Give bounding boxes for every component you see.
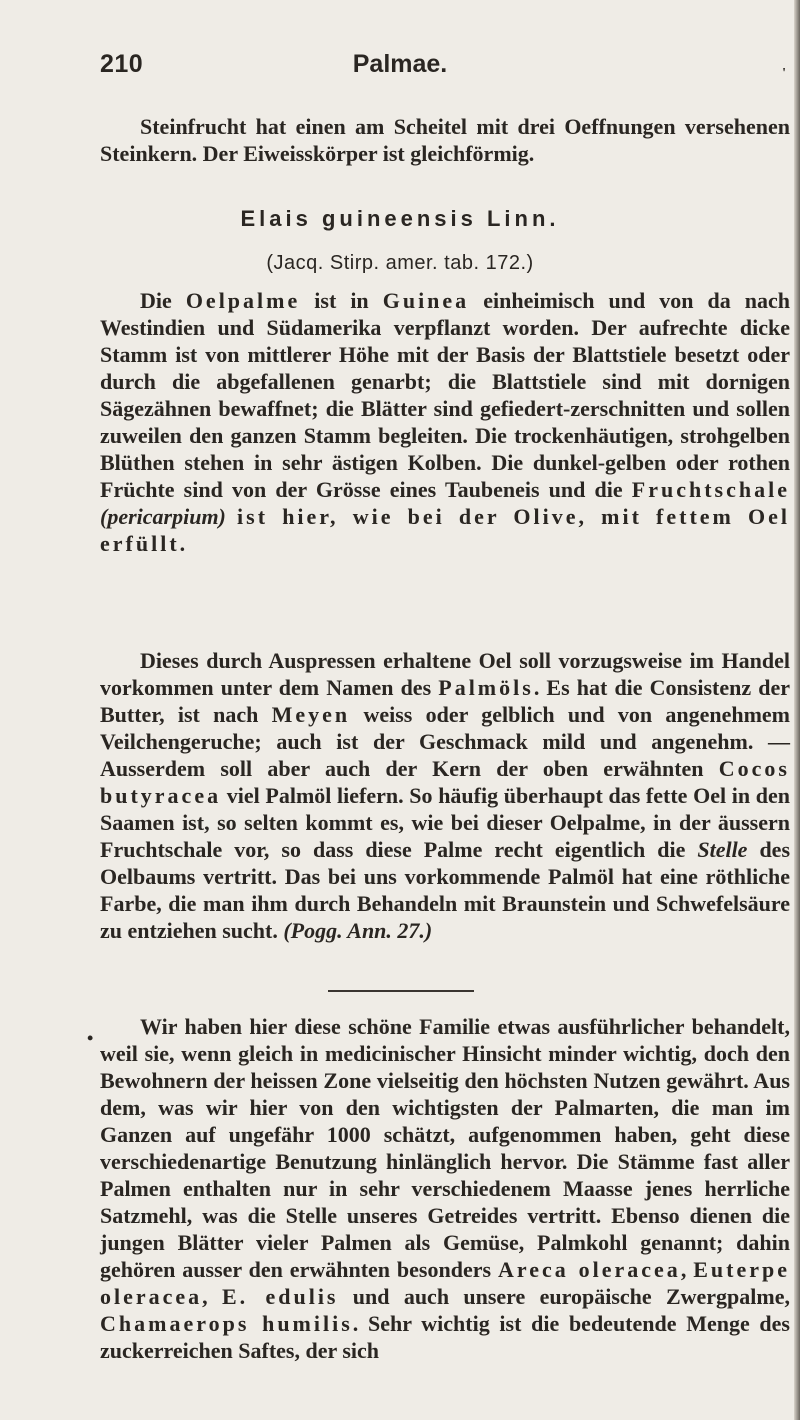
- p1-term-guinea: Guinea: [382, 288, 470, 313]
- p1-text: ist in: [300, 288, 383, 313]
- species-citation: (Jacq. Stirp. amer. tab. 172.): [266, 252, 534, 274]
- p3-term-areca-oleracea: Areca oleracea: [497, 1257, 681, 1282]
- p1-term-oelpalme: Oelpalme: [185, 288, 301, 313]
- p3-term-e-edulis: E. edulis: [221, 1284, 339, 1309]
- species-heading: Elais guineensis Linn.: [240, 206, 560, 231]
- p3-text: ,: [680, 1257, 694, 1282]
- running-title: Palmae.: [352, 50, 448, 78]
- p3-text: Wir haben hier diese schöne Familie etwas ausführlicher behandelt, weil sie, wenn gleich in medicinischer Hinsicht minder wichtig, doch den Bewohnern der heissen Zone vielseitig den höchsten Nutzen gewährt. Aus dem, was wir hier von den wichtigsten der Palmarten, die man im Ganzen auf ungefähr 1000 schätzt, aufgenommen haben, geht diese verschiedenartige Benutzung hinlänglich hervor. Die Stämme fast aller Palmen enthalten nur in sehr verschiedenem Maasse jenes herrliche Satzmehl, was die Stelle unseres Getreides vertritt. Ebenso dienen die jungen Blätter vieler Palmen als Gemüse, Palmkohl genannt; dahin gehören ausser den erwähnten besonders: [100, 1014, 790, 1282]
- margin-mark: •: [87, 1028, 94, 1048]
- p2-text: Dieses durch Auspressen erhaltene Oel soll vorzugsweise im Handel vorkommen unter dem Namen des: [100, 648, 790, 700]
- paragraph-oelpalme: [100, 287, 790, 557]
- p3-text: ,: [202, 1284, 222, 1309]
- p2-term-stelle: Stelle: [697, 837, 748, 862]
- p2-text: viel Palmöl liefern. So häufig überhaupt das fette Oel in den Saamen ist, so selten kommt es, wie bei dieser Oelpalme, in der äussern Fruchtschale vor, so dass diese Palme recht eigentlich die: [100, 783, 790, 862]
- p3-term-chamaerops-humilis: Chamaerops humilis: [100, 1311, 353, 1336]
- p1-text: Die: [140, 288, 186, 313]
- intro-paragraph: Steinfrucht hat einen am Scheitel mit drei Oeffnungen versehenen Steinkern. Der Eiweisskörper ist gleichförmig.: [100, 114, 790, 166]
- p2-term-palmoels: Palmöls: [438, 675, 534, 700]
- p1-olive-clause: ist hier, wie bei der Olive, mit fettem Oel erfüllt.: [100, 504, 791, 556]
- p2-text: weiss oder gelblich und von angenehmem Veilchengeruche; auch ist der Geschmack mild und angenehm. — Ausserdem soll aber auch der Kern der oben erwähnten: [100, 702, 791, 781]
- page-header: [0, 50, 800, 90]
- p3-text: . Sehr wichtig ist die bedeutende Menge des zuckerreichen Saftes, der sich: [100, 1311, 790, 1363]
- p1-space: [226, 504, 237, 529]
- paragraph-familie: [100, 1013, 790, 1364]
- p3-text: und auch unsere europäische Zwergpalme,: [338, 1284, 790, 1309]
- p3-term-euterpe-oleracea: Euterpe oleracea: [100, 1257, 790, 1309]
- section-divider: [328, 990, 474, 992]
- p2-reference: (Pogg. Ann. 27.): [283, 918, 433, 943]
- p1-term-pericarpium: (pericarpium): [100, 504, 226, 529]
- page-number: 210: [100, 50, 144, 78]
- p2-text: . Es hat die Consistenz der Butter, ist nach: [100, 675, 790, 727]
- edge-mark: ': [782, 66, 786, 81]
- p2-name-meyen: Meyen: [271, 702, 351, 727]
- p1-text: einheimisch und von da nach Westindien und Südamerika verpflanzt worden. Der aufrechte dicke Stamm ist von mittlerer Höhe mit der Basis der Blattstiele besetzt oder durch die abgefallenen genarbt; die Blattstiele sind mit dornigen Sägezähnen bewaffnet; die Blätter sind gefiedert-zerschnitten und sollen zuweilen den ganzen Stamm begleiten. Die trockenhäutigen, strohgelben Blüthen stehen in sehr ästigen Kolben. Die dunkel-gelben oder rothen Früchte sind von der Grösse eines Taubeneis und die: [100, 288, 791, 502]
- p2-term-cocos-butyracea: Cocos butyracea: [100, 756, 790, 808]
- paragraph-palmoel: [100, 647, 790, 944]
- p2-text: des Oelbaums vertritt. Das bei uns vorkommende Palmöl hat eine röthliche Farbe, die man ihm durch Behandeln mit Braunstein und Schwefelsäure zu entziehen sucht.: [100, 837, 791, 943]
- p1-term-fruchtschale: Fruchtschale: [631, 477, 790, 502]
